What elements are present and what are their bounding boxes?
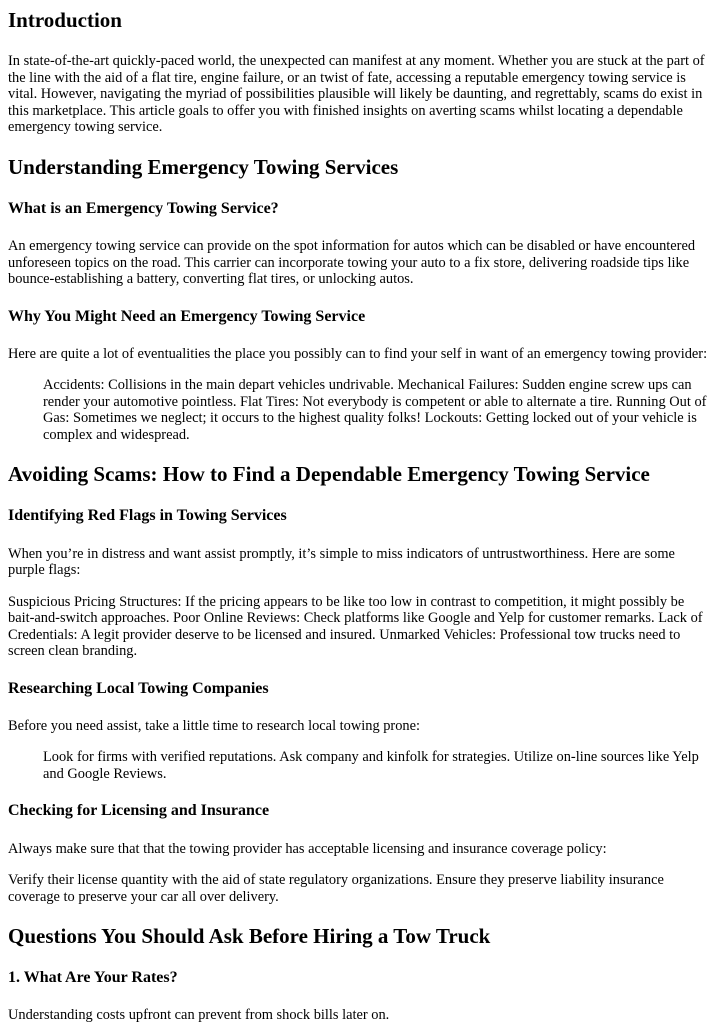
heading-red-flags: Identifying Red Flags in Towing Services bbox=[8, 507, 287, 525]
heading-rates: 1. What Are Your Rates? bbox=[8, 969, 178, 987]
quote-why-need: Accidents: Collisions in the main depart vehicles undrivable. Mechanical Failures: Sudden engine screw ups can render your automotive pointless. Flat Tires: Not everybody is competent or able to alternate a tire. Running Out of Gas: Sometimes we neglect; it occurs to the highest quality folks! Lockouts: Getting locked out of your vehicle is complex and widespread. bbox=[43, 377, 707, 443]
quote-researching: Look for firms with verified reputations. Ask company and kinfolk for strategies. Utilize on-line sources like Yelp and Google Reviews. bbox=[43, 749, 699, 782]
heading-licensing: Checking for Licensing and Insurance bbox=[8, 802, 270, 820]
heading-avoiding-scams: Avoiding Scams: How to Find a Dependable Emergency Towing Service bbox=[8, 462, 650, 487]
heading-what-is: What is an Emergency Towing Service? bbox=[8, 199, 279, 217]
paragraph-licensing-detail: Verify their license quantity with the aid of state regulatory organizations. Ensure they preserve liability insurance coverage to preserve your car all over delivery. bbox=[8, 872, 664, 905]
heading-introduction: Introduction bbox=[8, 8, 122, 32]
paragraph-red-flags-intro: When you’re in distress and want assist promptly, it’s simple to miss indicators of untrustworthiness. Here are some purple flags: bbox=[8, 545, 675, 579]
heading-questions: Questions You Should Ask Before Hiring a Tow Truck bbox=[8, 924, 491, 948]
heading-understanding: Understanding Emergency Towing Services bbox=[8, 154, 399, 179]
paragraph-introduction: In state-of-the-art quickly-paced world, the unexpected can manifest at any moment. Whether you are stuck at the part of the line with the aid of a flat tire, engine failure, or an twist of fate, accessing a reputable emergency towing service is vital. However, navigating the myriad of possibilities plausible will likely be daunting, and regrettably, scams do exist in this marketplace. This article goals to offer you with finished insights on averting scams whilst locating a dependable emergency towing service. bbox=[8, 53, 705, 136]
paragraph-what-is: An emergency towing service can provide on the spot information for autos which can be disabled or have encountered unforeseen topics on the road. This carrier can incorporate towing your auto to a fix store, delivering roadside tips like bounce-establishing a battery, converting flat tires, or unlocking autos. bbox=[8, 238, 696, 288]
heading-why-need: Why You Might Need an Emergency Towing Service bbox=[8, 307, 366, 325]
paragraph-licensing-intro: Always make sure that that the towing provider has acceptable licensing and insurance coverage policy: bbox=[8, 840, 607, 857]
paragraph-why-need: Here are quite a lot of eventualities the place you possibly can to find your self in want of an emergency towing provider: bbox=[8, 345, 708, 362]
paragraph-researching: Before you need assist, take a little time to research local towing prone: bbox=[8, 717, 420, 734]
heading-researching: Researching Local Towing Companies bbox=[8, 679, 269, 697]
paragraph-rates: Understanding costs upfront can prevent from shock bills later on. bbox=[8, 1007, 390, 1024]
paragraph-red-flags-list: Suspicious Pricing Structures: If the pricing appears to be like too low in contrast to competition, it might possibly be bait-and-switch approaches. Poor Online Reviews: Check platforms like Google and Yelp for customer remarks. Lack of Credentials: A legit provider deserve to be licensed and insured. Unmarked Vehicles: Professional tow trucks need to screen clean branding. bbox=[8, 593, 703, 660]
